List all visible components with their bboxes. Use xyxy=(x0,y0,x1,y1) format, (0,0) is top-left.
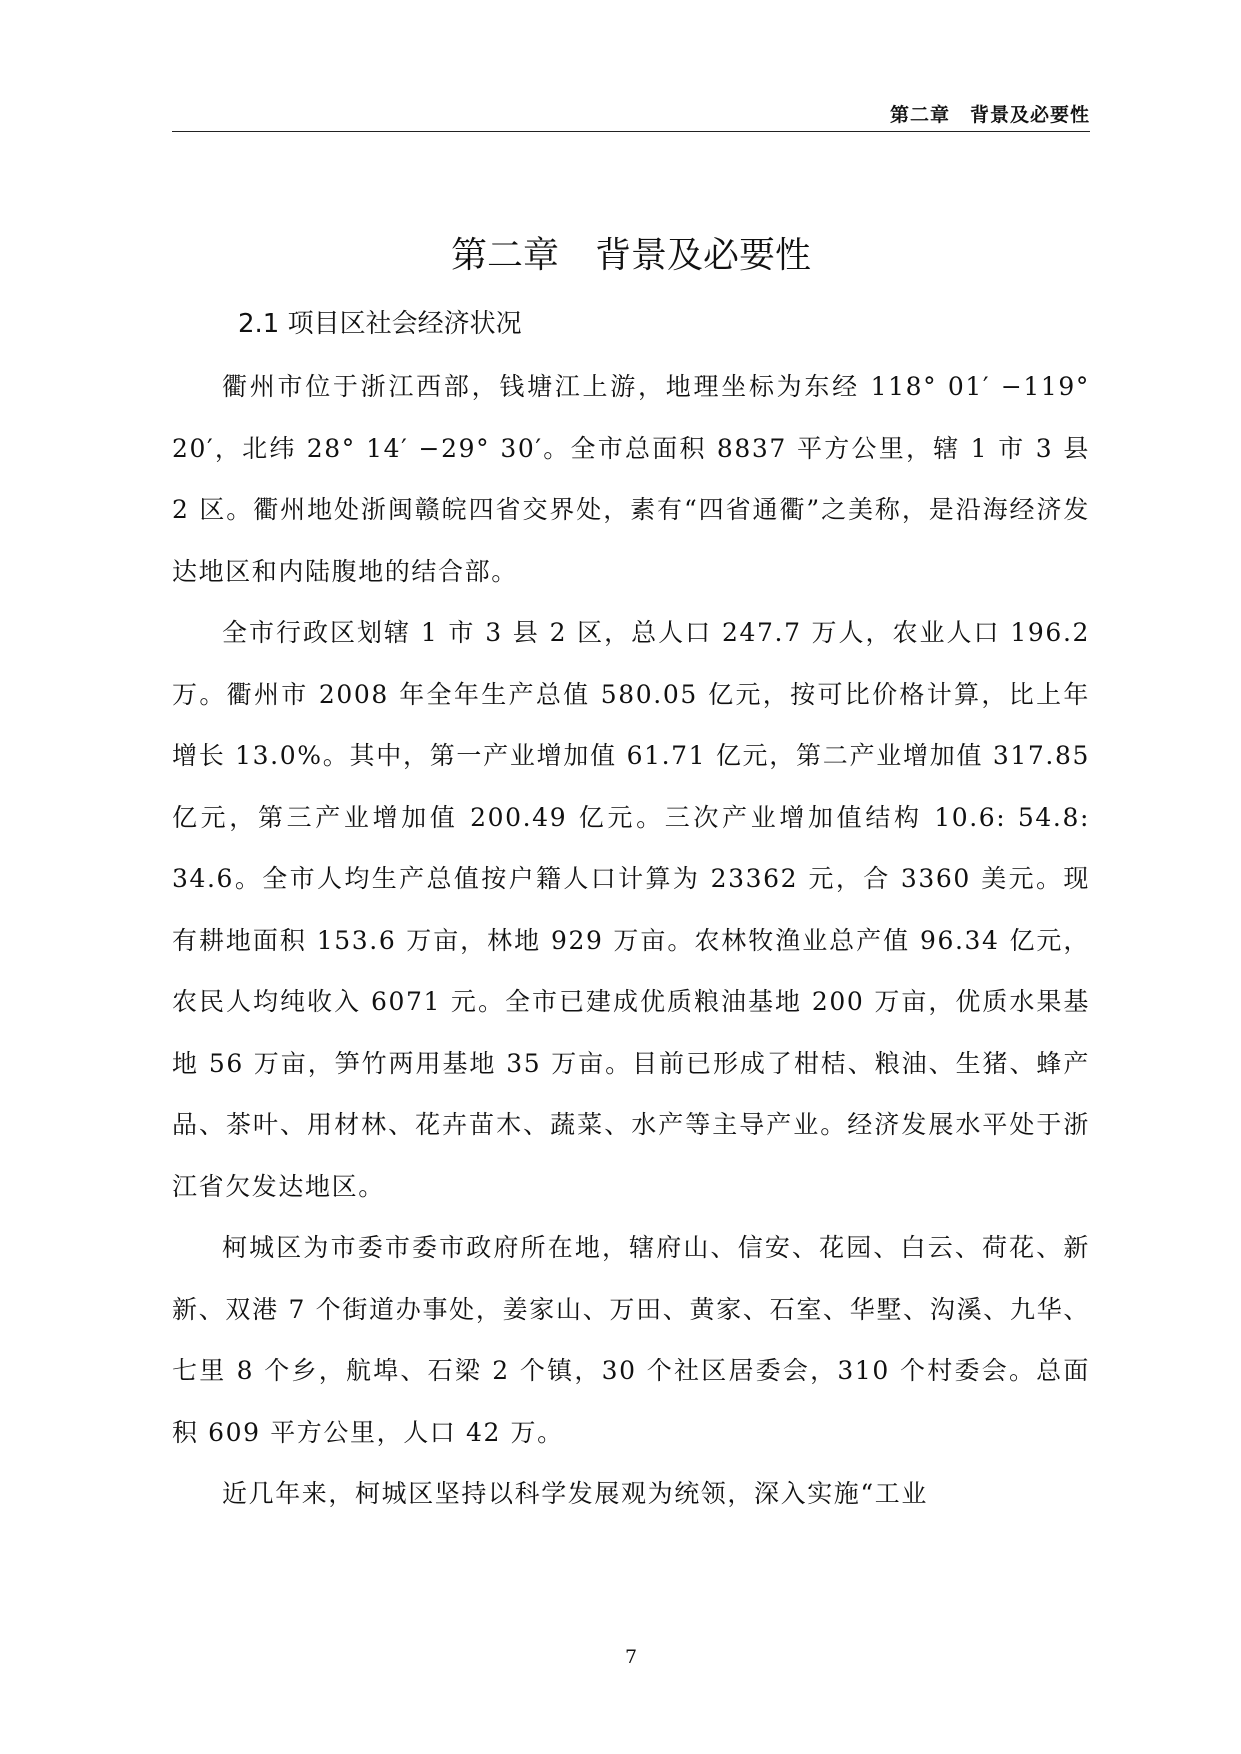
chapter-title: 第二章 背景及必要性 xyxy=(450,235,811,276)
paragraph-development: 近几年来，柯城区坚持以科学发展观为统领，深入实施“工业 xyxy=(222,1479,928,1508)
body-text xyxy=(172,356,1090,1525)
paragraph-economy: 全市行政区划辖 1 市 3 县 2 区，总人口 247.7 万人，农业人口 196.2 万。衢州市 2008 年全年生产总值 580.05 亿元，按可比价格计算，比上年增长 13.0%。其中，第一产业增加值 61.71 亿元，第二产业增加值 317.85 亿元，第三产业增加值 200.49 亿元。三次产业增加值结构 10.6: 54.8: 34.6。全市人均生产总值按户籍人口计算为 23362 元，合 3360 美元。现有耕地面积 153.6 万亩，林地 929 万亩。农林牧渔业总产值 96.34 亿元，农民人均纯收入 6071 元。全市已建成优质粮油基地 200 万亩，优质水果基地 56 万亩，笋竹两用基地 35 万亩。目前已形成了柑桔、粮油、生猪、蜂产品、茶叶、用材林、花卉苗木、蔬菜、水产等主导产业。经济发展水平处于浙江省欠发达地区。 xyxy=(172,618,1090,1201)
section-title: 2.1 项目区社会经济状况 xyxy=(238,309,522,339)
page-number: 7 xyxy=(624,1646,638,1668)
paragraph-kecheng-district: 柯城区为市委市委市政府所在地，辖府山、信安、花园、白云、荷花、新新、双港 7 个街道办事处，姜家山、万田、黄家、石室、华墅、沟溪、九华、七里 8 个乡，航埠、石梁 2 个镇，30 个社区居委会，310 个村委会。总面积 609 平方公里，人口 42 万。 xyxy=(172,1233,1090,1447)
paragraph-geography: 衢州市位于浙江西部，钱塘江上游，地理坐标为东经 118° 01′ −119° 20′，北纬 28° 14′ −29° 30′。全市总面积 8837 平方公里，辖 1 市 3 县 2 区。衢州地处浙闽赣皖四省交界处，素有“四省通衢”之美称，是沿海经济发达地区和内陆腹地的结合部。 xyxy=(172,372,1090,586)
running-header: 第二章 背景及必要性 xyxy=(889,104,1090,126)
header-rule xyxy=(172,131,1090,132)
